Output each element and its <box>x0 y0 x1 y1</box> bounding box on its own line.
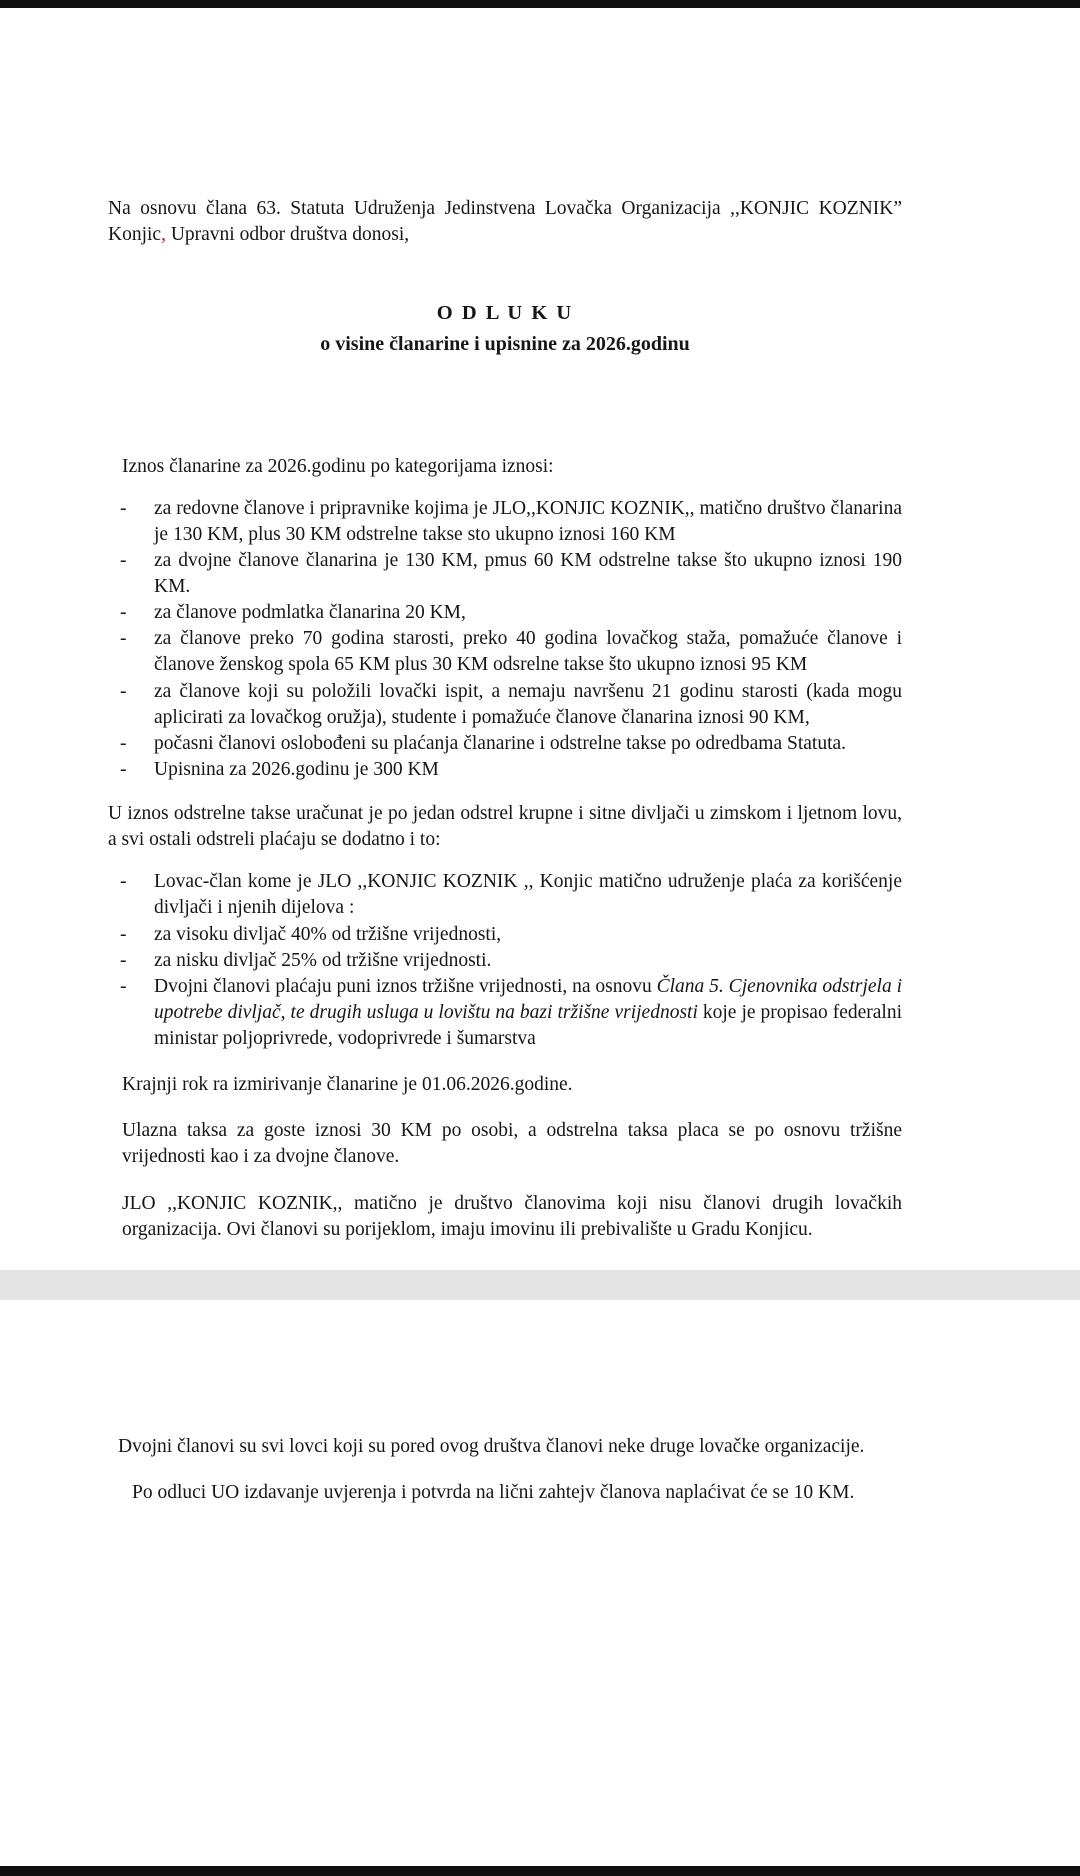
dual-members-paragraph: Dvojni članovi su svi lovci koji su pored ovog društva članovi neke druge lovačke organizacije. <box>118 1436 865 1457</box>
document-page-2 <box>0 1300 1080 1866</box>
list-item <box>108 948 902 974</box>
dash-bullet-icon: - <box>120 949 127 971</box>
viewer-top-bar <box>0 0 1080 8</box>
list-item-label: za dvojne članove članarina je 130 KM, pmus 60 KM odstrelne takse što ukupno iznosi 190 KM. <box>154 549 902 598</box>
list-item <box>108 496 902 548</box>
matico-paragraph: JLO ,,KONJIC KOZNIK,, matično je društvo članovima koji nisu članovi drugih lovačkih organizacija. Ovi članovi su porijeklom, imaju imovinu ili prebivalište u Gradu Konjicu. <box>122 1192 902 1240</box>
list-item <box>108 600 902 626</box>
list-item <box>108 679 902 731</box>
decision-title-block <box>108 300 902 357</box>
list-item-label-italic: Člana 5. Cjenovnika odstrjela i upotrebe divljač, te drugih usluga u lovištu na bazi tržišne vrijednosti <box>154 975 903 1023</box>
dash-bullet-icon: - <box>120 758 127 780</box>
page-break-gap <box>0 1270 1080 1300</box>
intro-paragraph <box>108 8 902 248</box>
list-item <box>108 974 902 1052</box>
game-items-list <box>108 869 902 1052</box>
list-item <box>108 869 902 921</box>
list-item-label-before: Dvojni članovi plaćaju puni iznos tržišne vrijednosti, na osnovu <box>154 975 657 997</box>
dash-bullet-icon: - <box>120 732 127 754</box>
page-2-top-spacer-2 <box>118 1386 890 1416</box>
shooting-tax-paragraph: U iznos odstrelne takse uračunat je po jedan odstrel krupne i sitne divljači u zimskom i ljetnom lovu, a svi ostali odstreli plaćaju se dodatno i to: <box>108 803 902 851</box>
page-2-content <box>118 1300 890 1506</box>
list-item-label: za članove koji su položili lovački ispit, a nemaju navršenu 21 godinu starosti (kada mogu aplicirati za lovačkog oružja), studente i pomažuće članove članarina iznosi 90 KM, <box>154 680 902 728</box>
list-item-label: za redovne članove i pripravnike kojima je JLO,,KONJIC KOZNIK,, matično društvo članarina je 130 KM, plus 30 KM odstrelne takse sto ukupno iznosi 160 KM <box>154 497 902 545</box>
list-item <box>108 757 902 783</box>
list-item <box>108 548 902 600</box>
document-page-1 <box>0 8 1080 1270</box>
list-item <box>108 626 902 678</box>
certificates-paragraph: Po odluci UO izdavanje uvjerenja i potvrda na lični zahtejv članova naplaćivat će se 10 KM. <box>132 1482 855 1504</box>
dash-bullet-icon: - <box>120 628 127 650</box>
list-item <box>108 731 902 757</box>
list-item-label: za nisku divljač 25% od tržišne vrijednosti. <box>154 949 492 971</box>
list-item-label: Lovac-član kome je JLO ,,KONJIC KOZNIK ,, Konjic matično udruženje plaća za korišćenje divljači i njenih dijelova : <box>154 871 902 919</box>
dash-bullet-icon: - <box>120 680 127 702</box>
dash-bullet-icon: - <box>120 549 127 571</box>
dash-bullet-icon: - <box>120 923 127 945</box>
dash-bullet-icon: - <box>120 975 127 997</box>
dash-bullet-icon: - <box>120 497 127 519</box>
intro-text-before-comma: Na osnovu člana 63. Statuta Udruženja Jedinstvena Lovačka Organizacija ,,KONJIC KOZNIK” Konjic <box>108 198 902 246</box>
page-title: O D L U K U <box>436 302 574 325</box>
list-item-label: za članove preko 70 godina starosti, preko 40 godina lovačkog staža, pomažuće članove i članove ženskog spola 65 KM plus 30 KM odsrelne takse što ukupno iznosi 95 KM <box>154 628 902 676</box>
list-item-label: počasni članovi oslobođeni su plaćanja članarine i odstrelne takse po odredbama Statuta. <box>154 732 847 754</box>
intro-text-after-comma: Upravni odbor društva donosi, <box>165 224 410 246</box>
list-item-label: Upisnina za 2026.godinu je 300 KM <box>154 758 439 780</box>
intro-red-comma: , <box>161 224 166 246</box>
fee-items-list <box>108 496 902 783</box>
list-item-label: za članove podmlatka članarina 20 KM, <box>154 602 466 624</box>
dash-bullet-icon: - <box>120 602 127 624</box>
viewer-bottom-bar <box>0 1866 1080 1876</box>
list-item-label-after: koje je propisao federalni ministar poljoprivrede, vodoprivrede i šumarstva <box>154 1001 902 1050</box>
page-subtitle: o visine članarine i upisnine za 2026.godinu <box>320 332 690 355</box>
page-1-content <box>108 8 902 1243</box>
list-item-label: za visoku divljač 40% od tržišne vrijednosti, <box>154 923 502 945</box>
list-item <box>108 922 902 948</box>
dash-bullet-icon: - <box>120 871 127 893</box>
guest-tax-paragraph: Ulazna taksa za goste iznosi 30 KM po osobi, a odstrelna taksa placa se po osnovu tržišne vrijednosti kao i za dvojne članove. <box>122 1120 902 1168</box>
deadline-paragraph: Krajnji rok ra izmirivanje članarine je 01.06.2026.godine. <box>122 1074 573 1096</box>
fee-lead-paragraph: Iznos članarine za 2026.godinu po kategorijama iznosi: <box>122 455 554 477</box>
page-2-top-spacer <box>118 1300 890 1386</box>
